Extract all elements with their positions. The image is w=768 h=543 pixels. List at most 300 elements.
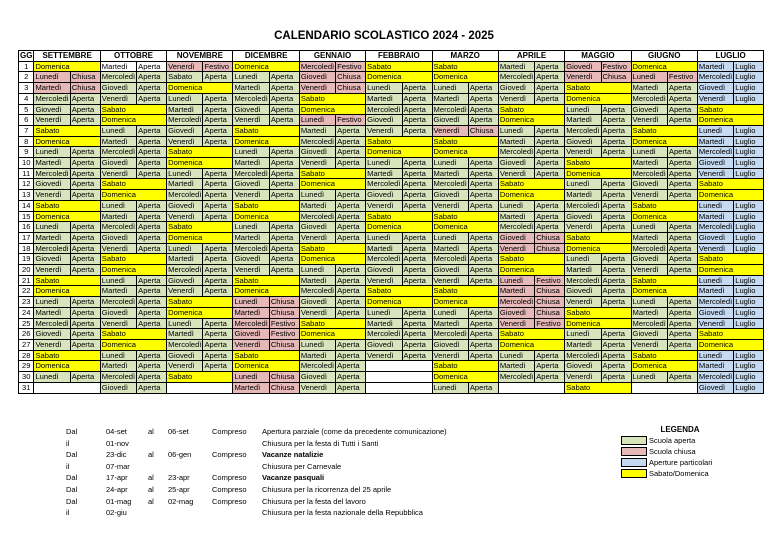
day-name-cell: Martedì [697, 286, 733, 297]
note-c: Compreso [212, 473, 247, 483]
day-name-cell: Martedì [432, 243, 468, 254]
day-name-cell: Giovedì [34, 179, 70, 190]
day-status-cell: Luglio [734, 211, 764, 222]
day-name-cell: Mercoledì [367, 179, 401, 189]
day-name-cell: Martedì [299, 200, 335, 211]
day-status-cell: Aperta [402, 307, 432, 318]
calendar-row [19, 232, 764, 243]
day-status-cell: Aperta [137, 211, 167, 222]
day-status-cell: Aperta [203, 265, 233, 276]
day-status-cell: Aperta [535, 200, 565, 211]
day-name-cell: Mercoledì [101, 72, 136, 82]
empty-cell [498, 382, 564, 393]
day-name-cell: Mercoledì [698, 372, 733, 382]
day-number: 7 [19, 125, 34, 136]
note-t: Chiusura per la festa di Tutti i Santi [262, 438, 379, 448]
note-a: Dal [66, 496, 78, 506]
calendar-row [19, 190, 764, 201]
day-name-cell: Lunedì [498, 125, 534, 136]
day-name-cell: Lunedì [697, 275, 733, 286]
day-name-cell: Venerdì [697, 318, 733, 329]
calendar-row [19, 254, 764, 265]
day-status-cell: Aperta [468, 307, 498, 318]
day-name-cell: Martedì [565, 265, 601, 276]
day-name-cell: Lunedì [233, 372, 269, 383]
day-name-cell: Giovedì [100, 382, 136, 393]
day-status-cell: Aperta [70, 254, 100, 265]
note-al: al [148, 496, 154, 506]
day-status-cell: Luglio [734, 158, 764, 169]
day-status-cell: Aperta [601, 104, 631, 115]
day-status-cell: Aperta [601, 254, 631, 265]
day-status-cell: Aperta [336, 232, 366, 243]
weekend-cell: Sabato [100, 104, 166, 115]
day-name-cell: Mercoledì [101, 222, 136, 232]
day-status-cell: Aperta [137, 318, 167, 329]
day-name-cell: Lunedì [498, 275, 534, 286]
day-name-cell: Martedì [697, 136, 733, 147]
day-name-cell: Martedì [34, 232, 70, 243]
day-status-cell: Aperta [468, 104, 498, 115]
day-status-cell: Aperta [203, 200, 233, 211]
day-name-cell: Venerdì [299, 158, 335, 169]
calendar-row [19, 329, 764, 340]
day-status-cell: Aperta [70, 307, 100, 318]
day-status-cell: Aperta [70, 158, 100, 169]
note-d1: 04-set [106, 427, 127, 436]
day-status-cell: Aperta [137, 372, 167, 383]
day-status-cell: Aperta [203, 104, 233, 115]
day-name-cell: Venerdì [565, 222, 601, 233]
weekend-cell: Sabato [432, 286, 498, 297]
day-number: 26 [19, 329, 34, 340]
weekend-cell: Sabato [432, 361, 498, 372]
weekend-cell: Sabato [366, 136, 432, 147]
weekend-cell: Domenica [631, 61, 697, 72]
day-status-cell: Aperta [468, 275, 498, 286]
calendar-row [19, 350, 764, 361]
day-status-cell: Aperta [137, 93, 167, 104]
day-status-cell: Aperta [402, 329, 432, 340]
day-status-cell: Aperta [601, 136, 631, 147]
day-number: 5 [19, 104, 34, 115]
day-name-cell: Giovedì [167, 200, 203, 211]
day-status-cell: Aperta [535, 350, 565, 361]
note-d2: 23-apr [168, 473, 190, 483]
day-status-cell: Aperta [203, 275, 233, 286]
day-name-cell: Martedì [233, 83, 269, 94]
day-name-cell: Venerdì [100, 168, 136, 179]
day-status-cell: Aperta [70, 232, 100, 243]
day-name-cell: Giovedì [100, 158, 136, 169]
day-name-cell: Giovedì [299, 147, 335, 158]
weekend-cell: Domenica [167, 307, 233, 318]
calendar-row [19, 115, 764, 126]
day-name-cell: Giovedì [34, 254, 70, 265]
day-status-cell: Aperta [70, 339, 100, 350]
weekend-cell: Domenica [299, 179, 365, 190]
day-status-cell: Aperta [468, 265, 498, 276]
day-name-cell: Venerdì [432, 350, 468, 361]
note-d1: 07-mar [106, 461, 130, 471]
day-name-cell: Lunedì [498, 350, 534, 361]
day-status-cell: Aperta [70, 190, 100, 201]
weekend-cell: Domenica [432, 72, 498, 83]
weekend-cell: Sabato [631, 350, 697, 361]
day-status-cell: Luglio [734, 125, 764, 136]
day-status-cell: Aperta [336, 361, 366, 372]
day-name-cell: Venerdì [498, 93, 534, 104]
day-status-cell: Aperta [336, 125, 366, 136]
day-status-cell: Aperta [203, 329, 233, 340]
day-status-cell: Aperta [336, 297, 366, 308]
day-number: 12 [19, 179, 34, 190]
day-name-cell: Mercoledì [632, 318, 666, 328]
day-name-cell: Venerdì [167, 361, 203, 372]
weekend-cell: Sabato [366, 286, 432, 297]
day-name-cell: Mercoledì [632, 168, 666, 178]
weekend-cell: Domenica [100, 265, 166, 276]
day-name-cell: Giovedì [432, 339, 468, 350]
day-status-cell: Chiusa [535, 286, 565, 297]
note-d1: 17-apr [106, 473, 128, 483]
day-status-cell: Aperta [535, 211, 565, 222]
weekend-cell: Domenica [432, 147, 498, 158]
day-name-cell: Sabato [167, 72, 203, 83]
day-status-cell: Aperta [667, 297, 697, 308]
day-status-cell: Aperta [269, 168, 299, 179]
day-name-cell: Lunedì [34, 72, 70, 83]
day-status-cell: Aperta [402, 254, 432, 265]
day-name-cell: Mercoledì [499, 222, 534, 232]
weekend-cell: Sabato [233, 275, 299, 286]
calendar-row [19, 61, 764, 72]
legend-item [621, 457, 739, 468]
weekend-cell: Domenica [432, 297, 498, 308]
month-header: FEBBRAIO [366, 51, 432, 62]
day-name-cell: Venerdì [100, 243, 136, 254]
day-name-cell: Lunedì [233, 72, 269, 83]
day-status-cell: Aperta [601, 200, 631, 211]
day-status-cell: Aperta [336, 275, 366, 286]
weekend-cell: Sabato [631, 275, 697, 286]
day-name-cell: Venerdì [34, 265, 70, 276]
legend-swatch [621, 469, 647, 478]
weekend-cell: Sabato [565, 382, 631, 393]
day-name-cell: Giovedì [565, 286, 601, 297]
day-name-cell: Giovedì [631, 179, 667, 190]
day-name-cell: Giovedì [432, 115, 468, 126]
day-status-cell: Chiusa [269, 372, 299, 383]
weekend-cell: Domenica [697, 190, 763, 201]
day-status-cell: Luglio [734, 222, 764, 233]
day-name-cell: Giovedì [167, 125, 203, 136]
weekend-cell: Domenica [100, 339, 166, 350]
day-status-cell: Aperta [203, 190, 233, 201]
day-status-cell: Aperta [667, 168, 697, 179]
empty-cell [366, 372, 432, 383]
day-name-cell: Giovedì [233, 329, 269, 340]
day-name-cell: Lunedì [631, 72, 667, 83]
calendar-row [19, 125, 764, 136]
day-status-cell: Aperta [535, 147, 565, 158]
day-status-cell: Luglio [734, 307, 764, 318]
day-status-cell: Aperta [667, 190, 697, 201]
calendar-row [19, 158, 764, 169]
day-number: 18 [19, 243, 34, 254]
day-name-cell: Martedì [34, 307, 70, 318]
day-name-cell: Mercoledì [499, 297, 534, 307]
day-name-cell: Martedì [299, 350, 335, 361]
day-status-cell: Luglio [734, 232, 764, 243]
day-status-cell: Luglio [734, 286, 764, 297]
weekend-cell: Domenica [565, 93, 631, 104]
day-name-cell: Giovedì [233, 104, 269, 115]
day-name-cell: Martedì [167, 254, 203, 265]
day-name-cell: Mercoledì [234, 93, 268, 103]
calendar-row [19, 136, 764, 147]
weekend-cell: Sabato [631, 200, 697, 211]
day-name-cell: Mercoledì [101, 297, 136, 307]
day-status-cell: Aperta [269, 265, 299, 276]
day-status-cell: Aperta [535, 72, 565, 83]
day-status-cell: Aperta [535, 222, 565, 233]
day-status-cell: Luglio [734, 318, 764, 329]
day-number: 23 [19, 297, 34, 308]
day-name-cell: Mercoledì [632, 93, 666, 103]
day-name-cell: Mercoledì [234, 318, 268, 328]
day-name-cell: Mercoledì [101, 147, 136, 157]
day-status-cell: Aperta [137, 297, 167, 308]
day-name-cell: Mercoledì [367, 329, 401, 339]
day-status-cell: Aperta [137, 136, 167, 147]
day-name-cell: Lunedì [631, 147, 667, 158]
day-number: 8 [19, 136, 34, 147]
day-name-cell: Giovedì [366, 115, 402, 126]
weekend-cell: Sabato [233, 200, 299, 211]
day-number: 25 [19, 318, 34, 329]
day-name-cell: Martedì [498, 211, 534, 222]
day-number: 4 [19, 93, 34, 104]
month-header: APRILE [498, 51, 564, 62]
weekend-cell: Domenica [167, 158, 233, 169]
day-status-cell: Aperta [137, 158, 167, 169]
day-status-cell: Aperta [203, 211, 233, 222]
day-name-cell: Lunedì [299, 265, 335, 276]
calendar-row [19, 318, 764, 329]
weekend-cell: Domenica [233, 61, 299, 72]
day-status-cell: Aperta [70, 93, 100, 104]
day-name-cell: Lunedì [299, 339, 335, 350]
day-status-cell: Chiusa [535, 307, 565, 318]
day-name-cell: Martedì [366, 318, 402, 329]
calendar-row [19, 307, 764, 318]
day-status-cell: Aperta [203, 350, 233, 361]
day-status-cell: Aperta [70, 243, 100, 254]
day-status-cell: Aperta [137, 307, 167, 318]
day-status-cell: Luglio [734, 136, 764, 147]
day-status-cell: Aperta [269, 93, 299, 104]
day-name-cell: Mercoledì [433, 254, 467, 264]
day-name-cell: Mercoledì [566, 350, 600, 360]
weekend-cell: Domenica [498, 190, 564, 201]
note-al: al [148, 450, 154, 460]
day-name-cell: Giovedì [366, 339, 402, 350]
weekend-cell: Domenica [565, 168, 631, 179]
day-name-cell: Martedì [34, 83, 70, 94]
day-name-cell: Martedì [498, 286, 534, 297]
day-status-cell: Chiusa [269, 307, 299, 318]
day-name-cell: Mercoledì [168, 115, 202, 125]
day-name-cell: Venerdì [366, 350, 402, 361]
day-status-cell: Aperta [203, 339, 233, 350]
day-status-cell: Aperta [336, 382, 366, 393]
day-number: 30 [19, 372, 34, 383]
day-name-cell: Giovedì [697, 83, 733, 94]
day-status-cell: Aperta [336, 158, 366, 169]
day-status-cell: Aperta [203, 243, 233, 254]
day-name-cell: Martedì [34, 158, 70, 169]
weekend-cell: Domenica [233, 361, 299, 372]
day-status-cell: Aperta [468, 243, 498, 254]
header-gg: GG [20, 51, 33, 60]
day-status-cell: Aperta [468, 115, 498, 126]
calendar-row [19, 243, 764, 254]
day-name-cell: Giovedì [697, 232, 733, 243]
day-status-cell: Aperta [667, 307, 697, 318]
day-status-cell: Chiusa [269, 382, 299, 393]
day-name-cell: Mercoledì [35, 243, 69, 253]
day-status-cell: Aperta [70, 222, 100, 233]
calendar-row [19, 372, 764, 383]
day-name-cell: Martedì [498, 136, 534, 147]
note-d1: 02-giu [106, 508, 127, 518]
day-name-cell: Martedì [631, 158, 667, 169]
note-d1: 01-nov [106, 438, 129, 448]
day-status-cell: Aperta [402, 168, 432, 179]
day-name-cell: Lunedì [432, 158, 468, 169]
day-name-cell: Lunedì [366, 158, 402, 169]
day-status-cell: Aperta [601, 190, 631, 201]
weekend-cell: Sabato [100, 254, 166, 265]
weekend-cell: Domenica [34, 61, 100, 72]
day-name-cell: Lunedì [565, 329, 601, 340]
weekend-cell: Sabato [565, 232, 631, 243]
calendar-row [19, 361, 764, 372]
day-name-cell: Martedì [432, 318, 468, 329]
month-header: MAGGIO [565, 51, 631, 62]
day-status-cell: Aperta [402, 190, 432, 201]
day-name-cell: Venerdì [233, 339, 269, 350]
day-status-cell: Aperta [535, 372, 565, 383]
weekend-cell: Domenica [697, 115, 763, 126]
day-number: 13 [19, 190, 34, 201]
month-header: GIUGNO [631, 51, 697, 62]
day-status-cell: Aperta [535, 168, 565, 179]
day-number: 3 [19, 83, 34, 94]
day-name-cell: Mercoledì [698, 222, 733, 232]
day-name-cell: Venerdì [432, 200, 468, 211]
calendar-body [19, 61, 764, 393]
day-status-cell: Chiusa [269, 297, 299, 308]
day-name-cell: Lunedì [34, 222, 70, 233]
day-name-cell: Martedì [100, 361, 136, 372]
day-status-cell: Aperta [336, 265, 366, 276]
day-name-cell: Lunedì [167, 318, 203, 329]
weekend-cell: Sabato [100, 179, 166, 190]
day-name-cell: Giovedì [565, 211, 601, 222]
day-status-cell: Aperta [468, 329, 498, 340]
calendar-row [19, 93, 764, 104]
day-name-cell: Mercoledì [698, 297, 733, 307]
weekend-cell: Sabato [233, 125, 299, 136]
day-number: 2 [19, 72, 34, 83]
day-name-cell: Lunedì [233, 297, 269, 308]
day-name-cell: Lunedì [565, 254, 601, 265]
day-name-cell: Venerdì [233, 190, 269, 201]
day-status-cell: Aperta [468, 190, 498, 201]
weekend-cell: Domenica [631, 286, 697, 297]
day-status-cell: Chiusa [336, 72, 366, 83]
note-t: Chiusura per la festa nazionale della Repubblica [262, 508, 423, 518]
day-name-cell: Lunedì [432, 232, 468, 243]
day-name-cell: Martedì [432, 93, 468, 104]
day-status-cell: Aperta [269, 179, 299, 190]
day-name-cell: Lunedì [34, 147, 70, 158]
day-name-cell: Mercoledì [300, 136, 335, 146]
day-name-cell: Mercoledì [300, 211, 335, 221]
day-name-cell: Lunedì [432, 83, 468, 94]
weekend-cell: Domenica [299, 329, 365, 340]
day-status-cell: Aperta [336, 147, 366, 158]
day-name-cell: Venerdì [100, 318, 136, 329]
day-name-cell: Mercoledì [300, 286, 335, 296]
day-name-cell: Giovedì [100, 232, 136, 243]
calendar-row [19, 275, 764, 286]
day-status-cell: Aperta [601, 147, 631, 158]
weekend-cell: Sabato [498, 254, 564, 265]
day-name-cell: Mercoledì [632, 243, 666, 253]
weekend-cell: Sabato [432, 61, 498, 72]
weekend-cell: Sabato [565, 83, 631, 94]
day-number: 21 [19, 275, 34, 286]
empty-cell [631, 382, 697, 393]
day-status-cell: Festivo [203, 61, 233, 72]
month-header: OTTOBRE [100, 51, 166, 62]
day-number: 10 [19, 158, 34, 169]
day-name-cell: Giovedì [498, 307, 534, 318]
weekend-cell: Sabato [34, 200, 100, 211]
day-name-cell: Venerdì [167, 286, 203, 297]
day-status-cell: Luglio [734, 72, 764, 83]
calendar-row [19, 147, 764, 158]
weekend-cell: Sabato [34, 125, 100, 136]
weekend-cell: Sabato [299, 93, 365, 104]
day-status-cell: Chiusa [535, 297, 565, 308]
day-name-cell: Venerdì [299, 307, 335, 318]
day-status-cell: Aperta [137, 83, 167, 94]
weekend-cell: Domenica [34, 211, 100, 222]
day-name-cell: Martedì [631, 307, 667, 318]
day-status-cell: Aperta [601, 361, 631, 372]
day-status-cell: Festivo [601, 61, 631, 72]
day-name-cell: Lunedì [432, 382, 468, 393]
weekend-cell: Sabato [366, 61, 432, 72]
day-name-cell: Venerdì [697, 243, 733, 254]
weekend-cell: Domenica [498, 265, 564, 276]
day-status-cell: Aperta [137, 168, 167, 179]
day-name-cell: Lunedì [432, 307, 468, 318]
